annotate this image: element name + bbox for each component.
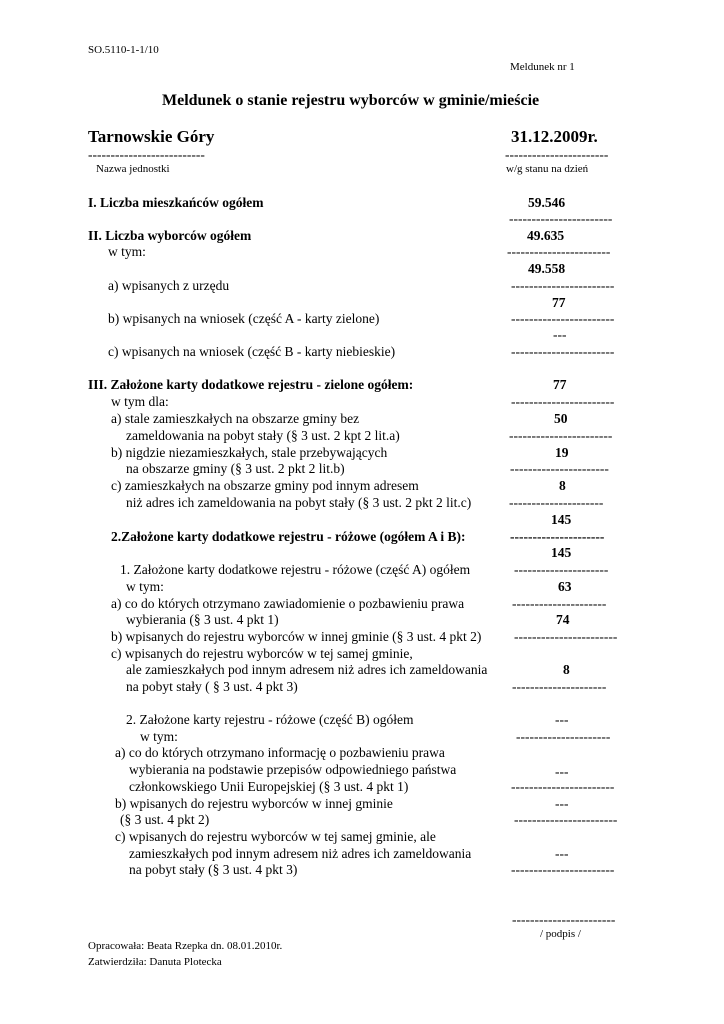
- pink-a-dash: ---------------------: [514, 562, 609, 577]
- section-3a-line2: zameldowania na pobyt stały (§ 3 ust. 2 kpt 2 lit.a): [126, 428, 400, 443]
- unit-name-underline: --------------------------: [88, 147, 205, 162]
- pink-a1-value: 74: [556, 612, 570, 627]
- pink-b-intro: w tym:: [140, 729, 178, 744]
- unit-name-caption: Nazwa jednostki: [96, 163, 170, 175]
- pink-a3-value: 8: [563, 662, 570, 677]
- section-2c-value: ---: [553, 327, 567, 342]
- pink-b-dash: ---------------------: [516, 729, 611, 744]
- section-2b-label: b) wpisanych na wniosek (część A - karty zielone): [108, 311, 380, 326]
- section-2a-label: a) wpisanych z urzędu: [108, 278, 230, 293]
- section-3a-dash: -----------------------: [509, 428, 613, 443]
- pink-total-value: 145: [551, 512, 572, 527]
- pink-a-value: 145: [551, 545, 572, 560]
- signature-line: -----------------------: [512, 912, 616, 927]
- page-title: Meldunek o stanie rejestru wyborców w gminie/mieście: [162, 92, 540, 109]
- section-3b-value: 19: [555, 445, 569, 460]
- section-2-dash: -----------------------: [507, 244, 611, 259]
- pink-b1-value: ---: [555, 764, 569, 779]
- pink-b2-value: ---: [555, 796, 569, 811]
- section-3b-line2: na obszarze gminy (§ 3 ust. 2 pkt 2 lit.b): [126, 461, 345, 476]
- section-3a-line1: a) stale zamieszkałych na obszarze gminy bez: [111, 411, 360, 426]
- pink-b-label: 2. Założone karty rejestru - różowe (część B) ogółem: [126, 712, 414, 727]
- report-date: 31.12.2009r.: [511, 127, 598, 146]
- pink-b3-line2: zamieszkałych pod innym adresem niż adres ich zameldowania: [129, 846, 472, 861]
- report-number: Meldunek nr 1: [510, 61, 575, 73]
- section-3b-dash: ----------------------: [510, 461, 609, 476]
- pink-b3-line3: na pobyt stały (§ 3 ust. 4 pkt 3): [129, 862, 298, 877]
- pink-b1-line1: a) co do których otrzymano informację o pozbawieniu prawa: [115, 745, 445, 760]
- section-2c-label: c) wpisanych na wniosek (część B - karty niebieskie): [108, 344, 396, 359]
- pink-a-sub-value: 63: [558, 579, 572, 594]
- pink-b-value: ---: [555, 712, 569, 727]
- section-1-dash: -----------------------: [509, 211, 613, 226]
- section-3c-value: 8: [559, 478, 566, 493]
- pink-a3-line2: ale zamieszkałych pod innym adresem niż adres ich zameldowania: [126, 662, 488, 677]
- prepared-by: Opracowała: Beata Rzepka dn. 08.01.2010r.: [88, 940, 283, 952]
- section-3c-line1: c) zamieszkałych na obszarze gminy pod innym adresem: [111, 478, 419, 493]
- section-2b-value: 77: [552, 295, 566, 310]
- section-3-dash: -----------------------: [511, 394, 615, 409]
- pink-total-label: 2.Założone karty dodatkowe rejestru - różowe (ogółem A i B):: [111, 529, 466, 544]
- pink-b1-line2: wybierania na podstawie przepisów odpowiedniego państwa: [129, 762, 457, 777]
- pink-a-intro: w tym:: [126, 579, 164, 594]
- section-3a-value: 50: [554, 411, 568, 426]
- section-3b-line1: b) nigdzie niezamieszkałych, stale przebywających: [111, 445, 388, 460]
- pink-a1-line1: a) co do których otrzymano zawiadomienie o pozbawieniu prawa: [111, 596, 465, 611]
- report-date-underline: -----------------------: [505, 147, 609, 162]
- pink-b1-line3: członkowskiego Unii Europejskiej (§ 3 ust. 4 pkt 1): [129, 779, 409, 794]
- section-2a-value: 49.558: [528, 261, 566, 276]
- section-1-label: I. Liczba mieszkańców ogółem: [88, 195, 264, 210]
- section-1-value: 59.546: [528, 195, 566, 210]
- section-3-label: III. Założone karty dodatkowe rejestru - zielone ogółem:: [88, 377, 414, 392]
- section-2-intro: w tym:: [108, 244, 146, 259]
- pink-a-label: 1. Założone karty dodatkowe rejestru - różowe (część A) ogółem: [120, 562, 471, 577]
- section-2-value: 49.635: [527, 228, 565, 243]
- signature-caption: / podpis /: [540, 928, 581, 940]
- section-3-value: 77: [553, 377, 567, 392]
- pink-a3-line3: na pobyt stały ( § 3 ust. 4 pkt 3): [126, 679, 298, 694]
- pink-b3-dash: -----------------------: [511, 862, 615, 877]
- unit-name: Tarnowskie Góry: [88, 127, 215, 146]
- pink-a3-dash: ---------------------: [512, 679, 607, 694]
- pink-a2-dash: -----------------------: [514, 629, 618, 644]
- section-2b-dash: -----------------------: [511, 311, 615, 326]
- report-date-caption: w/g stanu na dzień: [506, 163, 589, 175]
- document-reference: SO.5110-1-1/10: [88, 44, 159, 56]
- pink-b3-value: ---: [555, 846, 569, 861]
- section-3c-dash: ---------------------: [509, 495, 604, 510]
- section-3-intro: w tym dla:: [111, 394, 169, 409]
- pink-b2-line1: b) wpisanych do rejestru wyborców w innej gminie: [115, 796, 393, 811]
- pink-total-dash: ---------------------: [510, 529, 605, 544]
- pink-b2-line2: (§ 3 ust. 4 pkt 2): [120, 812, 210, 827]
- section-2a-dash: -----------------------: [511, 278, 615, 293]
- approved-by: Zatwierdziła: Danuta Plotecka: [88, 956, 222, 968]
- pink-a1-line2: wybierania (§ 3 ust. 4 pkt 1): [126, 612, 279, 627]
- pink-a3-line1: c) wpisanych do rejestru wyborców w tej samej gminie,: [111, 646, 413, 661]
- section-3c-line2: niż adres ich zameldowania na pobyt stały (§ 3 ust. 2 pkt 2 lit.c): [126, 495, 472, 510]
- pink-a1-dash: ---------------------: [512, 596, 607, 611]
- pink-b3-line1: c) wpisanych do rejestru wyborców w tej samej gminie, ale: [115, 829, 436, 844]
- pink-b1-dash: -----------------------: [511, 779, 615, 794]
- pink-a2-line: b) wpisanych do rejestru wyborców w innej gminie (§ 3 ust. 4 pkt 2): [111, 629, 482, 644]
- pink-b2-dash: -----------------------: [514, 812, 618, 827]
- section-2c-dash: -----------------------: [511, 344, 615, 359]
- section-2-label: II. Liczba wyborców ogółem: [88, 228, 252, 243]
